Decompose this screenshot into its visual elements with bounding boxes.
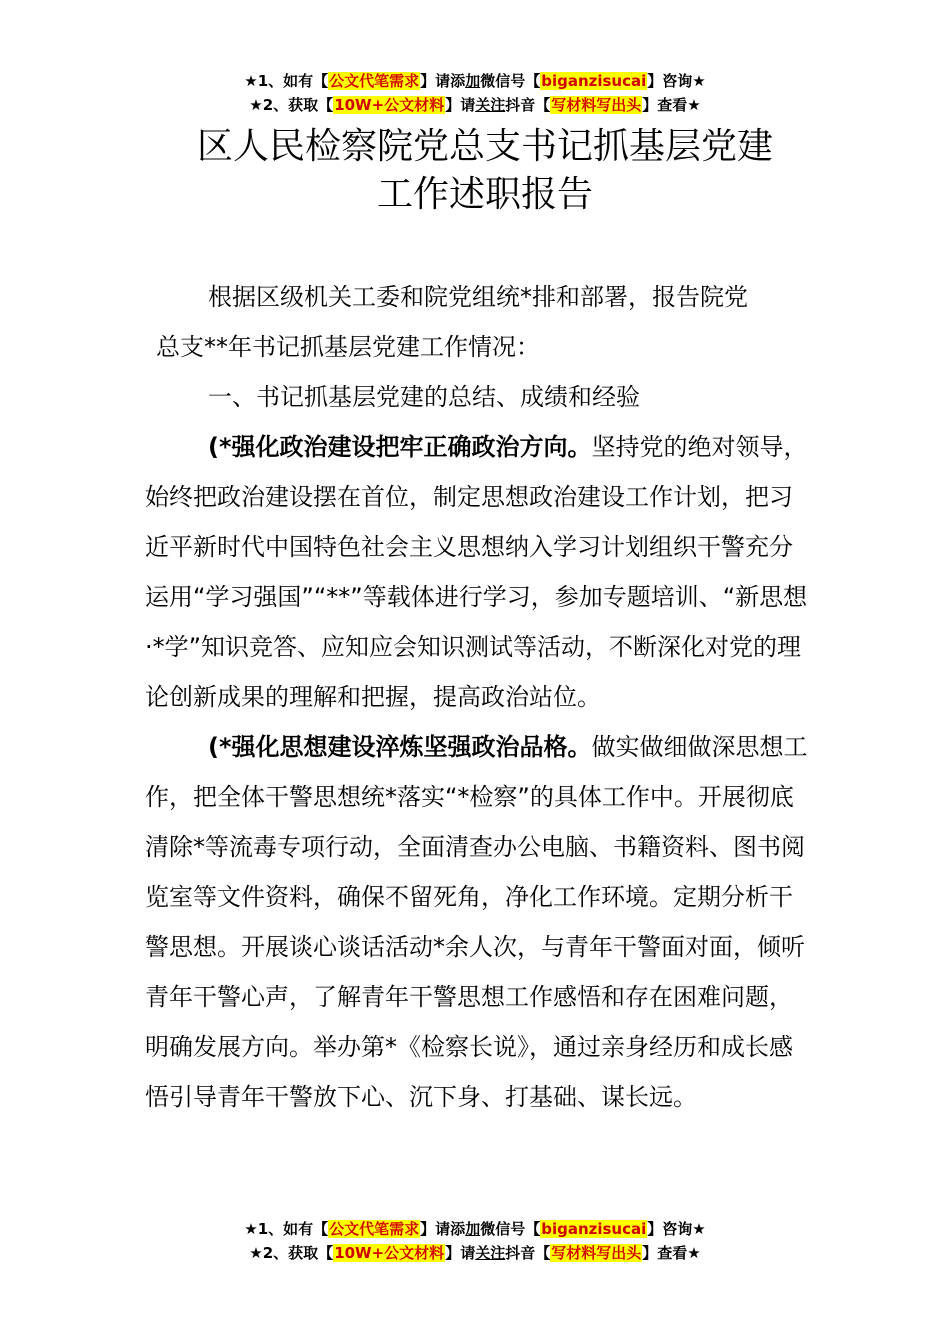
douyin-highlight: 写材料写出头: [551, 96, 642, 114]
document-title-line2: 工作述职报告: [376, 174, 593, 215]
intro-line1: 根据区级机关工委和院党组统*排和部署，报告院党: [208, 283, 748, 311]
douyin-highlight: 写材料写出头: [551, 1244, 642, 1262]
paragraph-text: 坚持党的绝对领导，始终把政治建设摆在首位，制定思想政治建设工作计划，把习近平新时代中国特色社会主义思想纳入学习计划组织干警充分运用“学习强国”“**”等载体进行学习，参加专题培训、“新思想·*学”知识竞答、应知应会知识测试等活动，不断深化对党的理论创新成果的理解和把握，提高政治站位。: [145, 433, 808, 711]
promo-banner-bottom-line1: ★1、如有【公文代笔需求】请添加微信号【biganzisucai】咨询★: [244, 1220, 706, 1238]
paragraph-ideological: [145, 722, 815, 1122]
promo-highlight: 10W+公文材料: [334, 96, 445, 114]
paragraph-lead: (*强化思想建设淬炼坚强政治品格。: [208, 733, 592, 761]
promo-banner-top-line1: ★1、如有【公文代笔需求】请添加微信号【biganzisucai】咨询★: [244, 72, 706, 90]
paragraph-text: 做实做细做深思想工作，把全体干警思想统*落实“*检察”的具体工作中。开展彻底清除*等流毒专项行动，全面清查办公电脑、书籍资料、图书阅览室等文件资料，确保不留死角，净化工作环境。定期分析干警思想。开展谈心谈话活动*余人次，与青年干警面对面，倾听青年干警心声，了解青年干警思想工作感悟和存在困难问题，明确发展方向。举办第*《检察长说》，通过亲身经历和成长感悟引导青年干警放下心、沉下身、打基础、谋长远。: [145, 733, 808, 1111]
document-title-line1: 区人民检察院党总支书记抓基层党建: [196, 126, 773, 167]
intro-line2: 总支**年书记抓基层党建工作情况：: [156, 333, 540, 361]
paragraph-political: [145, 422, 815, 722]
wechat-id-highlight: biganzisucai: [541, 1220, 647, 1238]
promo-highlight: 公文代笔需求: [329, 72, 420, 90]
document-body: [145, 272, 815, 1122]
promo-banner-bottom-line2: ★2、获取【10W+公文材料】请关注抖音【写材料写出头】查看★: [249, 1244, 701, 1262]
promo-highlight: 10W+公文材料: [334, 1244, 445, 1262]
promo-highlight: 公文代笔需求: [329, 1220, 420, 1238]
paragraph-lead: (*强化政治建设把牢正确政治方向。: [208, 433, 592, 461]
promo-banner-top-line2: ★2、获取【10W+公文材料】请关注抖音【写材料写出头】查看★: [249, 96, 701, 114]
wechat-id-highlight: biganzisucai: [541, 72, 647, 90]
section-heading: 一、书记抓基层党建的总结、成绩和经验: [208, 383, 640, 411]
